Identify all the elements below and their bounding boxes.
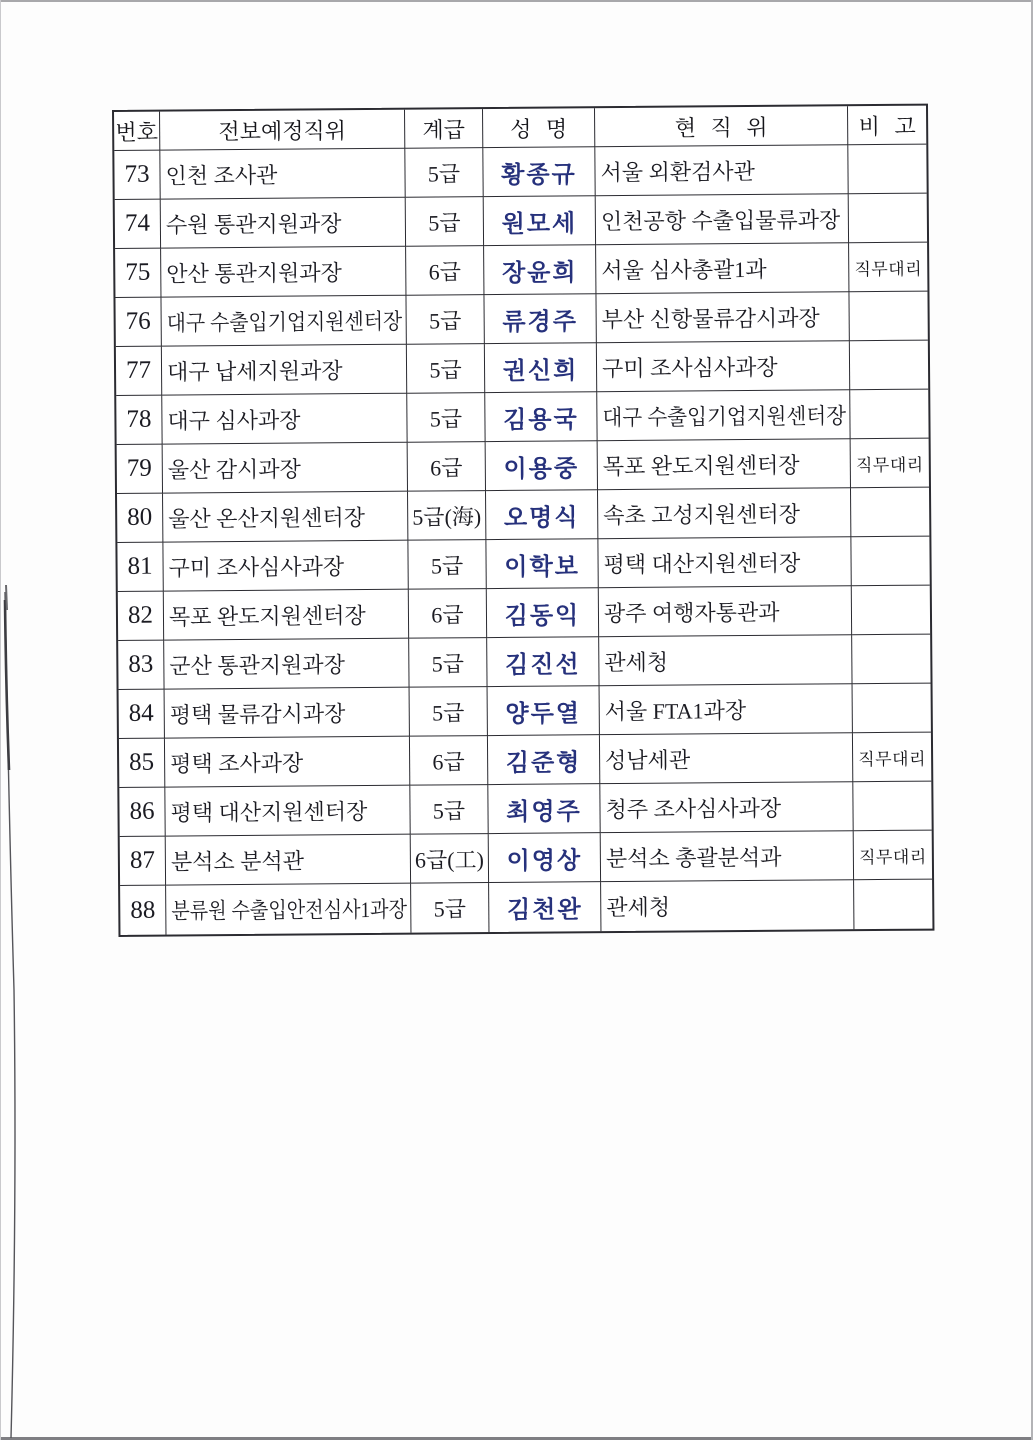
row-number: 78: [116, 396, 162, 445]
note-badge: [848, 145, 926, 195]
header-number: 번호: [114, 112, 160, 151]
person-name: 류경주: [484, 294, 596, 344]
planned-position: 분류원 수출입안전심사1과장: [166, 884, 411, 935]
note-badge: [852, 635, 930, 685]
current-position: 구미 조사심사과장: [597, 341, 850, 392]
row-number: 88: [120, 886, 166, 935]
scan-edge-left: [0, 0, 1, 1440]
row-number: 75: [115, 249, 161, 298]
rank: 5급: [405, 148, 483, 198]
current-position: 서울 외환검사관: [595, 145, 848, 196]
note-badge: 직무대리: [849, 243, 927, 293]
person-name: 김동익: [487, 588, 599, 638]
rank: 5급(海): [408, 491, 486, 541]
person-name: 권신희: [485, 343, 597, 393]
rank: 5급: [409, 638, 487, 688]
current-position: 청주 조사심사과장: [600, 782, 853, 833]
person-name: 김천완: [489, 882, 601, 932]
person-name: 오명식: [486, 490, 598, 540]
row-number: 87: [120, 837, 166, 886]
header-rank: 계급: [405, 109, 483, 149]
rank: 5급: [407, 393, 485, 443]
header-current-position: 현 직 위: [595, 106, 848, 147]
planned-position: 군산 통관지원과장: [164, 639, 409, 690]
table-row: [119, 684, 931, 739]
rank: 6급(工): [411, 834, 489, 884]
rank: 5급: [410, 687, 488, 737]
note-badge: [850, 390, 928, 440]
row-number: 73: [114, 151, 160, 200]
table-row: [117, 537, 929, 592]
row-number: 77: [116, 347, 162, 396]
rank: 5급: [406, 197, 484, 247]
table-row: [116, 390, 928, 445]
header-name: 성 명: [483, 108, 595, 148]
current-position: 관세청: [601, 880, 854, 931]
row-number: 83: [118, 641, 164, 690]
planned-position: 대구 수출입기업지원센터장: [161, 296, 406, 347]
person-name: 장윤희: [484, 245, 596, 295]
table-row: [118, 586, 930, 641]
table-row: [117, 439, 929, 494]
table-row: [114, 145, 926, 200]
planned-position: 대구 심사과장: [162, 394, 407, 445]
row-number: 85: [119, 739, 165, 788]
rank: 6급: [406, 246, 484, 296]
rank: 6급: [408, 442, 486, 492]
personnel-transfer-table: [112, 104, 934, 937]
row-number: 81: [117, 543, 163, 592]
header-note: 비 고: [848, 106, 926, 146]
note-badge: [851, 488, 929, 538]
note-badge: [853, 684, 931, 734]
person-name: 이영상: [489, 833, 601, 883]
planned-position: 평택 대산지원센터장: [165, 786, 410, 837]
planned-position: 울산 온산지원센터장: [163, 492, 408, 543]
planned-position: 분석소 분석관: [166, 835, 411, 886]
rank: 5급: [408, 540, 486, 590]
current-position: 대구 수출입기업지원센터장: [597, 390, 850, 441]
scan-edge-top: [0, 0, 1033, 2]
current-position: 인천공항 수출입물류과장: [596, 194, 849, 245]
current-position: 광주 여행자통관과: [599, 586, 852, 637]
table-row: [115, 292, 927, 347]
planned-position: 목포 완도지원센터장: [164, 590, 409, 641]
note-badge: [854, 880, 932, 930]
person-name: 김용국: [485, 392, 597, 442]
table-row: [120, 831, 932, 886]
table-row: [115, 194, 927, 249]
row-number: 84: [119, 690, 165, 739]
row-number: 76: [115, 298, 161, 347]
current-position: 성남세관: [600, 733, 853, 784]
rank: 6급: [410, 736, 488, 786]
note-badge: [849, 194, 927, 244]
planned-position: 구미 조사심사과장: [163, 541, 408, 592]
rank: 5급: [406, 295, 484, 345]
planned-position: 평택 물류감시과장: [165, 688, 410, 739]
current-position: 속초 고성지원센터장: [598, 488, 851, 539]
table-row: [120, 880, 932, 935]
note-badge: [852, 586, 930, 636]
header-planned-position: 전보예정직위: [160, 110, 405, 151]
current-position: 관세청: [599, 635, 852, 686]
person-name: 이용중: [486, 441, 598, 491]
table-body: [114, 145, 932, 935]
current-position: 평택 대산지원센터장: [598, 537, 851, 588]
row-number: 80: [117, 494, 163, 543]
table-row: [119, 782, 931, 837]
current-position: 서울 FTA1과장: [600, 684, 853, 735]
planned-position: 평택 조사과장: [165, 737, 410, 788]
person-name: 양두열: [488, 686, 600, 736]
note-badge: 직무대리: [851, 439, 929, 489]
rank: 6급: [409, 589, 487, 639]
person-name: 김진선: [487, 637, 599, 687]
table-header-row: [114, 106, 926, 151]
note-badge: [851, 537, 929, 587]
table-row: [117, 488, 929, 543]
rank: 5급: [411, 883, 489, 933]
row-number: 86: [119, 788, 165, 837]
person-name: 이학보: [486, 539, 598, 589]
table-row: [119, 733, 931, 788]
table-row: [118, 635, 930, 690]
person-name: 황종규: [483, 147, 595, 197]
current-position: 목포 완도지원센터장: [598, 439, 851, 490]
current-position: 분석소 총괄분석과: [601, 831, 854, 882]
row-number: 82: [118, 592, 164, 641]
planned-position: 수원 통관지원과장: [161, 198, 406, 249]
row-number: 79: [117, 445, 163, 494]
person-name: 김준형: [488, 735, 600, 785]
note-badge: [853, 782, 931, 832]
table-row: [116, 341, 928, 396]
rank: 5급: [410, 785, 488, 835]
note-badge: [850, 341, 928, 391]
current-position: 서울 심사총괄1과: [596, 243, 849, 294]
current-position: 부산 신항물류감시과장: [596, 292, 849, 343]
planned-position: 안산 통관지원과장: [161, 247, 406, 298]
row-number: 74: [115, 200, 161, 249]
note-badge: 직무대리: [853, 733, 931, 783]
planned-position: 대구 납세지원과장: [162, 345, 407, 396]
person-name: 원모세: [484, 196, 596, 246]
rank: 5급: [407, 344, 485, 394]
planned-position: 인천 조사관: [160, 149, 405, 200]
person-name: 최영주: [488, 784, 600, 834]
note-badge: 직무대리: [854, 831, 932, 881]
note-badge: [849, 292, 927, 342]
planned-position: 울산 감시과장: [163, 443, 408, 494]
table-row: [115, 243, 927, 298]
